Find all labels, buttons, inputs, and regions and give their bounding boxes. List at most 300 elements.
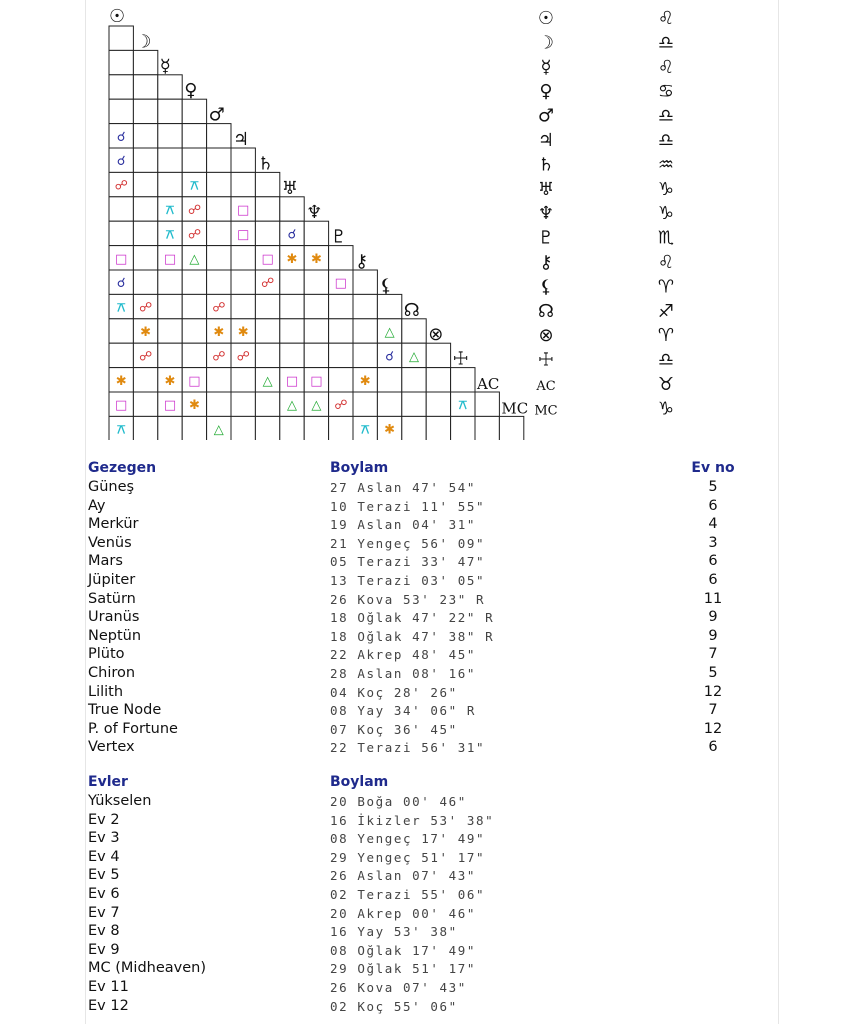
grid-cell xyxy=(133,99,157,123)
list-sign-glyph: ♎ xyxy=(657,105,675,127)
aspect-symbol: ✱ xyxy=(384,422,396,438)
planet-glyph: MC xyxy=(501,399,529,418)
house-name: MC (Midheaven) xyxy=(88,960,206,977)
planet-glyph: ☿ xyxy=(159,55,171,77)
grid-cell xyxy=(377,368,401,392)
aspect-symbol: □ xyxy=(237,203,250,218)
planet-glyph: ☉ xyxy=(109,6,126,27)
aspect-symbol: □ xyxy=(237,227,250,243)
grid-cell xyxy=(475,416,499,440)
aspect-symbol: ☍ xyxy=(187,203,201,218)
aspect-symbol: ☍ xyxy=(334,398,348,414)
list-sign-glyph: ♌ xyxy=(657,252,675,273)
planet-row xyxy=(88,498,748,516)
planet-longitude: 18 Oğlak 47' 38" R xyxy=(330,628,495,644)
list-planet-glyph: ⚷ xyxy=(539,252,553,273)
grid-cell xyxy=(353,392,377,416)
planet-name: Chiron xyxy=(88,665,136,681)
grid-cell xyxy=(231,416,255,440)
house-name: Ev 8 xyxy=(88,923,120,940)
list-sign-glyph: ♌ xyxy=(657,8,675,29)
grid-cell xyxy=(109,50,133,74)
planet-longitude: 04 Koç 28' 26" xyxy=(330,684,458,700)
grid-cell xyxy=(133,172,157,196)
aspect-symbol: □ xyxy=(261,251,274,267)
aspect-symbol: ☌ xyxy=(287,227,297,243)
planet-row xyxy=(88,739,748,757)
house-row xyxy=(88,998,748,1016)
planet-row xyxy=(88,665,748,683)
grid-cell xyxy=(231,148,255,172)
grid-cell xyxy=(133,368,157,392)
aspect-symbol: ☌ xyxy=(116,154,126,170)
grid-cell xyxy=(109,343,133,367)
planet-house: 5 xyxy=(708,665,718,681)
planet-glyph: ♃ xyxy=(233,129,250,150)
grid-cell xyxy=(426,368,450,392)
house-row xyxy=(88,886,748,904)
house-longitude: 29 Oğlak 51' 17" xyxy=(330,961,477,977)
grid-cell xyxy=(158,124,182,148)
planet-house: 9 xyxy=(708,627,718,644)
grid-cell xyxy=(426,392,450,416)
aspect-grid xyxy=(0,0,845,440)
grid-cell xyxy=(158,75,182,99)
aspect-symbol: ✱ xyxy=(115,373,127,389)
grid-cell xyxy=(451,416,475,440)
house-name: Ev 11 xyxy=(88,979,129,995)
grid-cell xyxy=(207,124,231,148)
planet-name: Mars xyxy=(88,553,123,570)
planet-row xyxy=(88,684,748,702)
house-longitude: 08 Oğlak 17' 49" xyxy=(330,942,477,958)
grid-cell xyxy=(207,246,231,270)
grid-cell xyxy=(499,416,523,440)
grid-cell xyxy=(329,368,353,392)
planet-house: 7 xyxy=(708,702,718,719)
planet-row xyxy=(88,721,748,739)
house-row xyxy=(88,793,748,811)
list-planet-glyph: MC xyxy=(534,403,558,419)
planet-house: 12 xyxy=(703,683,723,700)
grid-cell xyxy=(255,172,279,196)
house-row xyxy=(88,867,748,885)
planet-glyph: ♇ xyxy=(330,226,347,248)
aspect-symbol: ✱ xyxy=(286,251,298,267)
grid-cell xyxy=(255,197,279,221)
aspect-symbol: △ xyxy=(384,325,395,340)
grid-cell xyxy=(133,75,157,99)
houses-header-longitude: Boylam xyxy=(330,774,389,790)
aspect-symbol: ☍ xyxy=(139,349,153,365)
house-longitude: 16 Yay 53' 38" xyxy=(330,924,458,940)
aspect-symbol: ⚻ xyxy=(116,300,126,316)
grid-cell xyxy=(133,50,157,74)
grid-cell xyxy=(255,221,279,245)
planet-glyph: ☽ xyxy=(135,31,152,53)
planet-longitude: 19 Aslan 04' 31" xyxy=(330,517,477,533)
planet-glyph: ☩ xyxy=(452,348,469,370)
planet-longitude: 10 Terazi 11' 55" xyxy=(330,498,486,514)
grid-cell xyxy=(231,392,255,416)
grid-cell xyxy=(329,343,353,367)
grid-cell xyxy=(182,99,206,123)
grid-cell xyxy=(255,392,279,416)
house-name: Ev 5 xyxy=(88,867,120,884)
planet-glyph: ♄ xyxy=(257,153,274,175)
planet-house: 12 xyxy=(703,720,723,737)
grid-cell xyxy=(280,294,304,318)
grid-cell xyxy=(402,416,426,440)
planet-longitude: 22 Akrep 48' 45" xyxy=(330,647,477,663)
grid-cell xyxy=(402,392,426,416)
grid-cell xyxy=(182,343,206,367)
list-sign-glyph: ♏ xyxy=(657,227,675,249)
planet-row xyxy=(88,479,748,497)
planet-longitude: 05 Terazi 33' 47" xyxy=(330,554,486,570)
aspect-symbol: ✱ xyxy=(213,325,225,340)
house-row xyxy=(88,812,748,830)
planet-glyph: ♂ xyxy=(208,104,225,126)
grid-cell xyxy=(426,416,450,440)
aspect-symbol: ☍ xyxy=(236,349,250,365)
planet-longitude: 28 Aslan 08' 16" xyxy=(330,666,477,681)
house-name: Ev 6 xyxy=(88,886,120,902)
list-planet-glyph: ⊗ xyxy=(538,325,554,347)
planet-house: 6 xyxy=(708,739,718,756)
list-sign-glyph: ♌ xyxy=(657,56,675,78)
aspect-symbol: ✱ xyxy=(140,325,152,340)
planet-house: 9 xyxy=(708,609,718,626)
house-longitude: 29 Yengeç 51' 17" xyxy=(330,849,486,865)
planet-longitude: 26 Kova 53' 23" R xyxy=(330,591,486,607)
planet-longitude: 27 Aslan 47' 54" xyxy=(330,480,477,495)
planet-row xyxy=(88,553,748,571)
grid-cell xyxy=(207,270,231,294)
grid-cell xyxy=(182,294,206,318)
aspect-symbol: △ xyxy=(189,251,200,267)
planet-row xyxy=(88,609,748,627)
house-name: Ev 4 xyxy=(88,848,120,865)
planet-house: 11 xyxy=(703,590,723,607)
planet-longitude: 08 Yay 34' 06" R xyxy=(330,703,477,719)
list-planet-glyph: ☽ xyxy=(537,32,555,54)
grid-cell xyxy=(133,392,157,416)
grid-cell xyxy=(304,343,328,367)
aspect-symbol: ⚻ xyxy=(165,203,175,218)
aspect-symbol: △ xyxy=(409,349,419,365)
house-name: Ev 7 xyxy=(88,904,120,921)
grid-cell xyxy=(280,270,304,294)
planet-name: Neptün xyxy=(88,627,142,644)
house-longitude: 20 Boğa 00' 46" xyxy=(330,794,467,809)
planet-row xyxy=(88,646,748,664)
grid-cell xyxy=(255,319,279,343)
planet-glyph: ♆ xyxy=(306,202,323,224)
grid-cell xyxy=(158,416,182,440)
grid-cell xyxy=(109,99,133,123)
grid-cell xyxy=(158,319,182,343)
house-row xyxy=(88,905,748,923)
list-sign-glyph: ♎ xyxy=(657,130,675,151)
planet-glyph: ♀ xyxy=(184,80,198,102)
planet-house: 5 xyxy=(708,479,718,495)
grid-cell xyxy=(231,270,255,294)
house-longitude: 20 Akrep 00' 46" xyxy=(330,905,477,921)
grid-cell xyxy=(304,319,328,343)
house-longitude: 26 Kova 07' 43" xyxy=(330,980,467,995)
planet-name: Plüto xyxy=(88,646,125,663)
aspect-symbol: ☍ xyxy=(187,227,201,243)
planet-glyph: ⊗ xyxy=(428,324,444,346)
planet-longitude: 21 Yengeç 56' 09" xyxy=(330,535,486,551)
list-planet-glyph: AC xyxy=(536,379,556,394)
aspect-symbol: △ xyxy=(311,398,322,414)
list-sign-glyph: ♑ xyxy=(657,203,675,225)
aspect-symbol: ☍ xyxy=(212,300,226,316)
aspect-symbol: ⚻ xyxy=(190,178,199,194)
house-name: Ev 3 xyxy=(88,830,120,847)
planet-row xyxy=(88,591,748,609)
list-planet-glyph: ♇ xyxy=(537,227,555,249)
grid-cell xyxy=(451,368,475,392)
grid-cell xyxy=(133,270,157,294)
grid-cell xyxy=(280,197,304,221)
grid-cell xyxy=(158,270,182,294)
planet-row xyxy=(88,628,748,646)
list-planet-glyph: ☿ xyxy=(540,56,552,78)
planet-name: Vertex xyxy=(88,739,135,756)
list-planet-glyph: ☩ xyxy=(537,349,555,371)
aspect-symbol: ☌ xyxy=(116,276,126,292)
grid-cell xyxy=(255,343,279,367)
grid-cell xyxy=(182,270,206,294)
planet-name: Jüpiter xyxy=(88,572,136,588)
grid-cell xyxy=(231,246,255,270)
list-sign-glyph: ♎ xyxy=(657,349,675,371)
aspect-symbol: ☍ xyxy=(139,300,153,316)
grid-cell xyxy=(109,319,133,343)
grid-cell xyxy=(109,197,133,221)
grid-cell xyxy=(280,343,304,367)
grid-cell xyxy=(402,368,426,392)
planet-glyph: AC xyxy=(477,375,500,393)
grid-cell xyxy=(402,319,426,343)
grid-cell xyxy=(426,343,450,367)
planet-name: Merkür xyxy=(88,516,139,533)
planet-house: 6 xyxy=(708,497,718,514)
house-name: Ev 9 xyxy=(88,941,120,958)
planet-name: Güneş xyxy=(88,479,135,495)
house-longitude: 08 Yengeç 17' 49" xyxy=(330,831,486,847)
grid-cell xyxy=(304,416,328,440)
aspect-symbol: □ xyxy=(115,398,128,414)
grid-cell xyxy=(207,392,231,416)
grid-cell xyxy=(329,416,353,440)
aspect-symbol: ✱ xyxy=(164,373,176,389)
house-row xyxy=(88,942,748,960)
aspect-symbol: △ xyxy=(213,422,224,438)
list-sign-glyph: ♈ xyxy=(657,276,675,298)
grid-cell xyxy=(207,368,231,392)
house-longitude: 26 Aslan 07' 43" xyxy=(330,868,477,884)
planets-header-longitude: Boylam xyxy=(330,460,389,476)
list-sign-glyph: ♋ xyxy=(657,81,675,103)
planet-house: 7 xyxy=(708,646,718,663)
planet-name: Lilith xyxy=(88,683,124,700)
list-sign-glyph: ♒ xyxy=(657,154,675,176)
house-longitude: 02 Terazi 55' 06" xyxy=(330,887,486,902)
grid-cell xyxy=(207,172,231,196)
grid-cell xyxy=(231,294,255,318)
planet-row xyxy=(88,516,748,534)
grid-cell xyxy=(158,294,182,318)
grid-cell xyxy=(133,246,157,270)
aspect-symbol: ✱ xyxy=(310,251,322,267)
aspect-symbol: □ xyxy=(115,251,128,267)
grid-cell xyxy=(353,294,377,318)
list-planet-glyph: ♃ xyxy=(537,130,555,151)
grid-cell xyxy=(109,221,133,245)
grid-cell xyxy=(182,124,206,148)
house-row xyxy=(88,960,748,978)
list-planet-glyph: ♀ xyxy=(539,81,553,103)
aspect-symbol: ✱ xyxy=(237,325,249,340)
aspect-symbol: □ xyxy=(310,373,323,389)
aspect-symbol: □ xyxy=(163,398,177,414)
house-row xyxy=(88,830,748,848)
grid-cell xyxy=(109,26,133,50)
planet-name: Ay xyxy=(88,497,106,514)
grid-cell xyxy=(133,416,157,440)
aspect-symbol: ☌ xyxy=(385,349,394,365)
list-planet-glyph: ☉ xyxy=(537,8,555,29)
planet-name: Satürn xyxy=(88,590,136,607)
grid-cell xyxy=(207,197,231,221)
planet-name: P. of Fortune xyxy=(88,720,178,737)
grid-cell xyxy=(255,294,279,318)
grid-cell xyxy=(353,319,377,343)
planet-house: 6 xyxy=(708,553,718,570)
grid-cell xyxy=(475,392,499,416)
list-sign-glyph: ♎ xyxy=(657,32,675,54)
grid-cell xyxy=(329,319,353,343)
aspect-symbol: ⚻ xyxy=(458,398,468,414)
house-longitude: 02 Koç 55' 06" xyxy=(330,998,458,1014)
list-sign-glyph: ♑ xyxy=(657,178,675,200)
grid-cell xyxy=(133,197,157,221)
grid-cell xyxy=(207,148,231,172)
list-planet-glyph: ♆ xyxy=(537,203,555,225)
planet-row xyxy=(88,535,748,553)
aspect-symbol: ✱ xyxy=(188,398,200,414)
grid-cell xyxy=(182,319,206,343)
house-row xyxy=(88,849,748,867)
house-longitude: 16 İkizler 53' 38" xyxy=(330,812,495,828)
aspect-symbol: ☌ xyxy=(116,129,126,145)
grid-cell xyxy=(182,416,206,440)
grid-cell xyxy=(133,124,157,148)
list-sign-glyph: ♉ xyxy=(657,374,675,395)
grid-cell xyxy=(280,416,304,440)
aspect-symbol: ☍ xyxy=(114,178,128,194)
aspect-symbol: △ xyxy=(262,373,273,389)
house-name: Ev 2 xyxy=(88,811,120,828)
grid-cell xyxy=(353,270,377,294)
planet-name: True Node xyxy=(88,702,162,719)
grid-cell xyxy=(158,99,182,123)
house-row xyxy=(88,923,748,941)
planets-header-name: Gezegen xyxy=(88,460,157,476)
grid-cell xyxy=(207,221,231,245)
aspect-symbol: △ xyxy=(287,398,297,414)
planet-row xyxy=(88,572,748,590)
aspect-symbol: □ xyxy=(285,373,299,389)
grid-cell xyxy=(377,294,401,318)
aspect-symbol: ⚻ xyxy=(360,422,370,438)
list-sign-glyph: ♈ xyxy=(657,325,675,347)
planet-name: Venüs xyxy=(88,534,132,551)
grid-cell xyxy=(182,148,206,172)
grid-cell xyxy=(304,294,328,318)
list-sign-glyph: ♐ xyxy=(657,300,675,322)
planet-house: 4 xyxy=(708,516,718,533)
list-planet-glyph: ♄ xyxy=(537,154,555,176)
grid-cell xyxy=(304,221,328,245)
planet-longitude: 07 Koç 36' 45" xyxy=(330,721,458,737)
aspect-symbol: ⚻ xyxy=(165,227,175,243)
list-planet-glyph: ♂ xyxy=(537,105,555,127)
list-planet-glyph: ♅ xyxy=(537,178,555,200)
planet-longitude: 22 Terazi 56' 31" xyxy=(330,740,486,756)
grid-cell xyxy=(329,246,353,270)
grid-cell xyxy=(158,172,182,196)
aspect-symbol: ⚻ xyxy=(116,422,126,438)
grid-cell xyxy=(329,294,353,318)
planet-longitude: 13 Terazi 03' 05" xyxy=(330,573,486,588)
list-sign-glyph: ♑ xyxy=(657,398,675,420)
planet-glyph: ☊ xyxy=(403,299,420,321)
aspect-symbol: □ xyxy=(188,373,201,389)
aspect-symbol: □ xyxy=(334,276,347,292)
grid-cell xyxy=(377,392,401,416)
houses-header-name: Evler xyxy=(88,774,128,790)
planet-house: 6 xyxy=(708,572,718,588)
grid-cell xyxy=(231,368,255,392)
planet-house: 3 xyxy=(708,534,718,551)
planet-name: Uranüs xyxy=(88,609,140,626)
grid-cell xyxy=(158,148,182,172)
aspect-symbol: □ xyxy=(163,251,177,267)
grid-cell xyxy=(231,172,255,196)
house-name: Yükselen xyxy=(88,793,152,809)
grid-cell xyxy=(280,319,304,343)
grid-cell xyxy=(133,148,157,172)
aspect-symbol: ☍ xyxy=(212,349,226,365)
list-planet-glyph: ⚸ xyxy=(539,276,553,298)
house-row xyxy=(88,979,748,997)
grid-cell xyxy=(109,75,133,99)
grid-cell xyxy=(158,343,182,367)
grid-cell xyxy=(353,343,377,367)
planet-row xyxy=(88,702,748,720)
house-name: Ev 12 xyxy=(88,997,129,1014)
planets-header-house: Ev no xyxy=(691,460,735,476)
aspect-symbol: ✱ xyxy=(359,373,371,389)
grid-cell xyxy=(133,221,157,245)
list-planet-glyph: ☊ xyxy=(538,300,554,322)
grid-cell xyxy=(255,416,279,440)
